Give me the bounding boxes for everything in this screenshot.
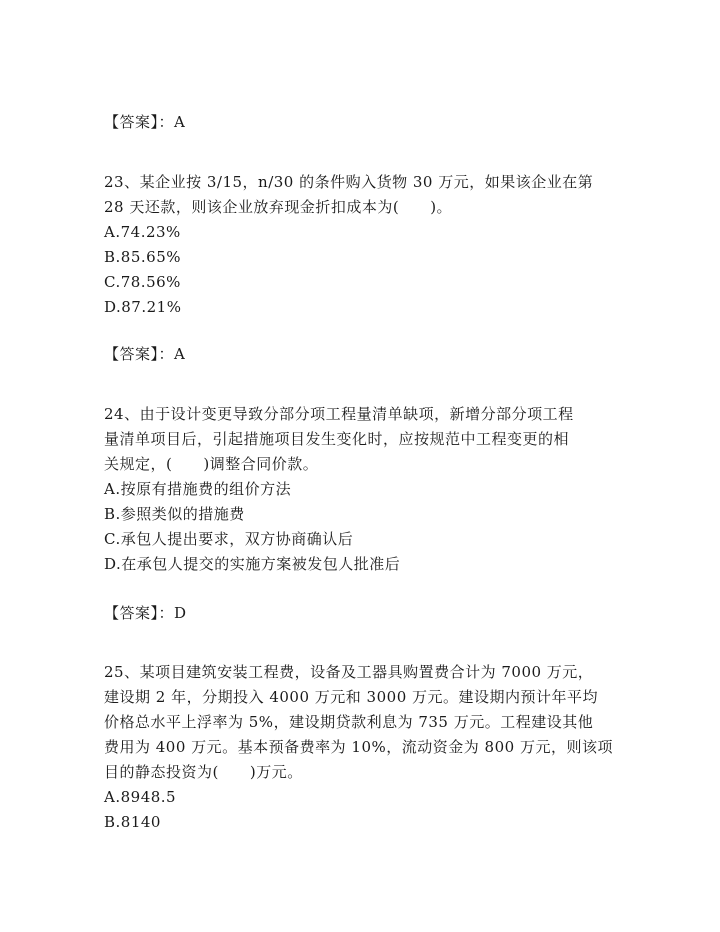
option-b: B.8140 bbox=[104, 813, 161, 831]
question-text: 23、某企业按 3/15，n/30 的条件购入货物 30 万元，如果该企业在第 bbox=[104, 173, 594, 191]
option-c: C.78.56% bbox=[104, 273, 181, 291]
question-text: 价格总水平上浮率为 5%，建设期贷款利息为 735 万元。工程建设其他 bbox=[104, 713, 594, 731]
option-a: A.74.23% bbox=[104, 223, 181, 241]
question-text: 量清单项目后，引起措施项目发生变化时，应按规范中工程变更的相 bbox=[104, 430, 570, 448]
question-text: 24、由于设计变更导致分部分项工程量清单缺项，新增分部分项工程 bbox=[104, 405, 574, 423]
question-text: 费用为 400 万元。基本预备费率为 10%，流动资金为 800 万元，则该项 bbox=[104, 738, 613, 756]
option-d: D.87.21% bbox=[104, 298, 182, 316]
question-text: 关规定，( )调整合同价款。 bbox=[104, 455, 319, 473]
question-text: 目的静态投资为( )万元。 bbox=[104, 763, 303, 781]
question-text: 25、某项目建筑安装工程费，设备及工器具购置费合计为 7000 万元， bbox=[104, 663, 594, 681]
option-a: A.按原有措施费的组价方法 bbox=[104, 480, 292, 498]
option-a: A.8948.5 bbox=[104, 788, 177, 806]
question-text: 28 天还款，则该企业放弃现金折扣成本为( )。 bbox=[104, 198, 453, 216]
option-d: D.在承包人提交的实施方案被发包人批准后 bbox=[104, 555, 401, 573]
answer-label: 【答案】：A bbox=[104, 345, 186, 363]
question-text: 建设期 2 年，分期投入 4000 万元和 3000 万元。建设期内预计年平均 bbox=[104, 688, 599, 706]
answer-label: 【答案】：A bbox=[104, 113, 186, 131]
answer-label: 【答案】：D bbox=[104, 604, 187, 622]
option-c: C.承包人提出要求，双方协商确认后 bbox=[104, 530, 354, 548]
option-b: B.85.65% bbox=[104, 248, 181, 266]
option-b: B.参照类似的措施费 bbox=[104, 505, 245, 523]
